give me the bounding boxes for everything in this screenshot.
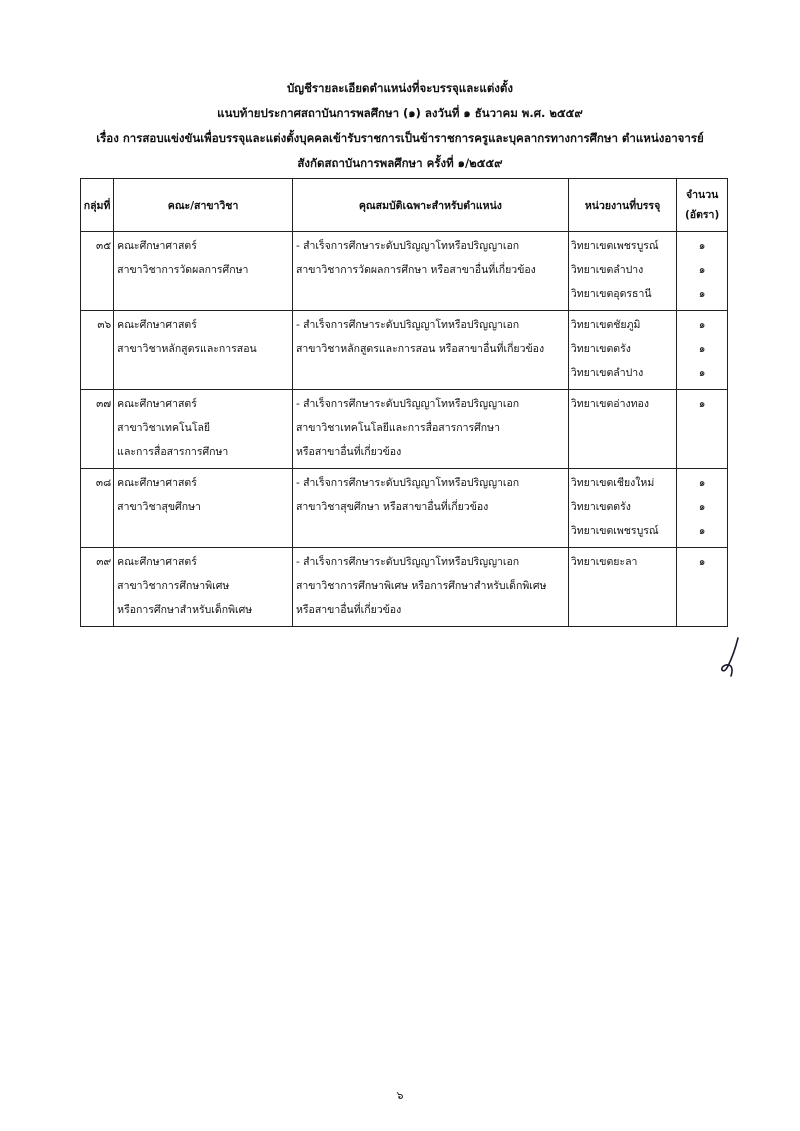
faculty-cell-line: คณะศึกษาศาสตร์: [117, 240, 197, 252]
count-cell-line: ๑: [698, 319, 706, 331]
unit-cell: [568, 232, 676, 311]
unit-cell: [568, 469, 676, 548]
faculty-cell-line: หรือการศึกษาสำหรับเด็กพิเศษ: [117, 604, 253, 616]
document-header: [0, 76, 800, 176]
unit-cell-line: วิทยาเขตยะลา: [570, 556, 638, 568]
column-header-group: กลุ่มที่: [81, 179, 114, 232]
table-row: [81, 469, 728, 548]
table-row: [81, 390, 728, 469]
group-cell-line: ๓๕: [96, 240, 112, 252]
count-cell-line: ๑: [698, 343, 706, 355]
unit-cell-line: วิทยาเขตลำปาง: [570, 367, 644, 379]
table-row: [81, 311, 728, 390]
count-cell-line: ๑: [698, 240, 706, 252]
faculty-cell-line: สาขาวิชาเทคโนโลยี: [117, 422, 211, 434]
group-cell-line: ๓๖: [97, 319, 112, 331]
column-header-qualification: คุณสมบัติเฉพาะสำหรับตำแหน่ง: [292, 179, 568, 232]
qualification-cell-line: หรือสาขาอื่นที่เกี่ยวข้อง: [295, 604, 402, 616]
faculty-cell-line: และการสื่อสารการศึกษา: [117, 446, 229, 458]
group-cell: [81, 232, 114, 311]
unit-cell-line: วิทยาเขตเชียงใหม่: [570, 477, 655, 489]
count-cell-line: ๑: [698, 501, 706, 513]
qualification-cell-line: สาขาวิชาเทคโนโลยีและการสื่อสารการศึกษา: [295, 422, 500, 434]
count-cell: [677, 548, 728, 627]
count-cell-line: ๑: [698, 264, 706, 276]
qualification-cell: [292, 232, 568, 311]
qualification-cell-line: - สำเร็จการศึกษาระดับปริญญาโทหรือปริญญาเอก: [295, 398, 520, 410]
qualification-cell: [292, 390, 568, 469]
header-affiliation: สังกัดสถาบันการพลศึกษา ครั้งที่ ๑/๒๕๕๙: [297, 156, 503, 170]
count-cell-line: ๑: [698, 398, 706, 410]
qualification-cell-line: - สำเร็จการศึกษาระดับปริญญาโทหรือปริญญาเอก: [295, 556, 520, 568]
group-cell-line: ๓๘: [95, 477, 112, 489]
unit-cell-line: วิทยาเขตอ่างทอง: [570, 398, 649, 410]
faculty-cell: [114, 232, 293, 311]
column-header-count: [677, 179, 728, 232]
faculty-cell: [114, 469, 293, 548]
faculty-cell-line: คณะศึกษาศาสตร์: [117, 398, 197, 410]
count-cell-line: ๑: [698, 525, 706, 537]
faculty-cell-line: สาขาวิชาการศึกษาพิเศษ: [117, 580, 230, 592]
unit-cell-line: วิทยาเขตอุดรธานี: [570, 288, 652, 300]
faculty-cell-line: สาขาวิชาสุขศึกษา: [117, 501, 201, 513]
count-cell: [677, 390, 728, 469]
faculty-cell-line: คณะศึกษาศาสตร์: [117, 319, 197, 331]
qualification-cell-line: - สำเร็จการศึกษาระดับปริญญาโทหรือปริญญาเอก: [295, 477, 520, 489]
unit-cell-line: วิทยาเขตเพชรบูรณ์: [570, 525, 659, 537]
group-cell: [81, 311, 114, 390]
unit-cell: [568, 311, 676, 390]
group-cell-line: ๓๗: [96, 398, 112, 410]
positions-table: [80, 178, 728, 627]
column-header-count-label: จำนวน: [685, 189, 719, 201]
qualification-cell: [292, 548, 568, 627]
column-header-unit: หน่วยงานที่บรรจุ: [568, 179, 676, 232]
group-cell-line: ๓๙: [96, 556, 112, 568]
column-header-count-unit: (อัตรา): [684, 209, 720, 221]
faculty-cell-line: คณะศึกษาศาสตร์: [117, 556, 197, 568]
faculty-cell: [114, 548, 293, 627]
header-announcement-ref: แนบท้ายประกาศสถาบันการพลศึกษา (๑) ลงวันที่ ๑ ธันวาคม พ.ศ. ๒๕๕๙: [217, 106, 583, 120]
faculty-cell-line: คณะศึกษาศาสตร์: [117, 477, 197, 489]
qualification-cell-line: สาขาวิชาการวัดผลการศึกษา หรือสาขาอื่นที่เกี่ยวข้อง: [295, 264, 536, 276]
qualification-cell-line: สาขาวิชาหลักสูตรและการสอน หรือสาขาอื่นที่เกี่ยวข้อง: [295, 343, 545, 355]
table-body: [81, 232, 728, 627]
unit-cell-line: วิทยาเขตตรัง: [570, 343, 631, 355]
unit-cell-line: วิทยาเขตตรัง: [570, 501, 631, 513]
faculty-cell-line: สาขาวิชาหลักสูตรและการสอน: [117, 343, 257, 355]
table-header-row: [81, 179, 728, 232]
count-cell: [677, 232, 728, 311]
count-cell-line: ๑: [698, 477, 706, 489]
faculty-cell: [114, 390, 293, 469]
group-cell: [81, 548, 114, 627]
count-cell-line: ๑: [698, 367, 706, 379]
unit-cell: [568, 390, 676, 469]
faculty-cell: [114, 311, 293, 390]
qualification-cell-line: - สำเร็จการศึกษาระดับปริญญาโทหรือปริญญาเอก: [295, 240, 520, 252]
qualification-cell-line: - สำเร็จการศึกษาระดับปริญญาโทหรือปริญญาเอก: [295, 319, 520, 331]
qualification-cell: [292, 469, 568, 548]
column-header-faculty: คณะ/สาขาวิชา: [114, 179, 293, 232]
unit-cell-line: วิทยาเขตเพชรบูรณ์: [570, 240, 659, 252]
group-cell: [81, 390, 114, 469]
table-row: [81, 548, 728, 627]
faculty-cell-line: สาขาวิชาการวัดผลการศึกษา: [117, 264, 249, 276]
table-row: [81, 232, 728, 311]
qualification-cell-line: หรือสาขาอื่นที่เกี่ยวข้อง: [295, 446, 402, 458]
count-cell-line: ๑: [698, 288, 706, 300]
group-cell: [81, 469, 114, 548]
unit-cell-line: วิทยาเขตลำปาง: [570, 264, 644, 276]
count-cell: [677, 469, 728, 548]
qualification-cell-line: สาขาวิชาสุขศึกษา หรือสาขาอื่นที่เกี่ยวข้อง: [295, 501, 489, 513]
count-cell: [677, 311, 728, 390]
page-number: ๖: [396, 1089, 404, 1102]
qualification-cell: [292, 311, 568, 390]
unit-cell: [568, 548, 676, 627]
unit-cell-line: วิทยาเขตชัยภูมิ: [570, 319, 641, 331]
signature-mark: [716, 634, 748, 682]
header-title: บัญชีรายละเอียดตำแหน่งที่จะบรรจุและแต่งตั้ง: [286, 81, 514, 95]
count-cell-line: ๑: [698, 556, 706, 568]
qualification-cell-line: สาขาวิชาการศึกษาพิเศษ หรือการศึกษาสำหรับเด็กพิเศษ: [295, 580, 547, 592]
header-subject: เรื่อง การสอบแข่งขันเพื่อบรรจุและแต่งตั้งบุคคลเข้ารับราชการเป็นข้าราชการครูและบุคลากรทางการศึกษา ตำแหน่งอาจารย์: [96, 131, 704, 145]
